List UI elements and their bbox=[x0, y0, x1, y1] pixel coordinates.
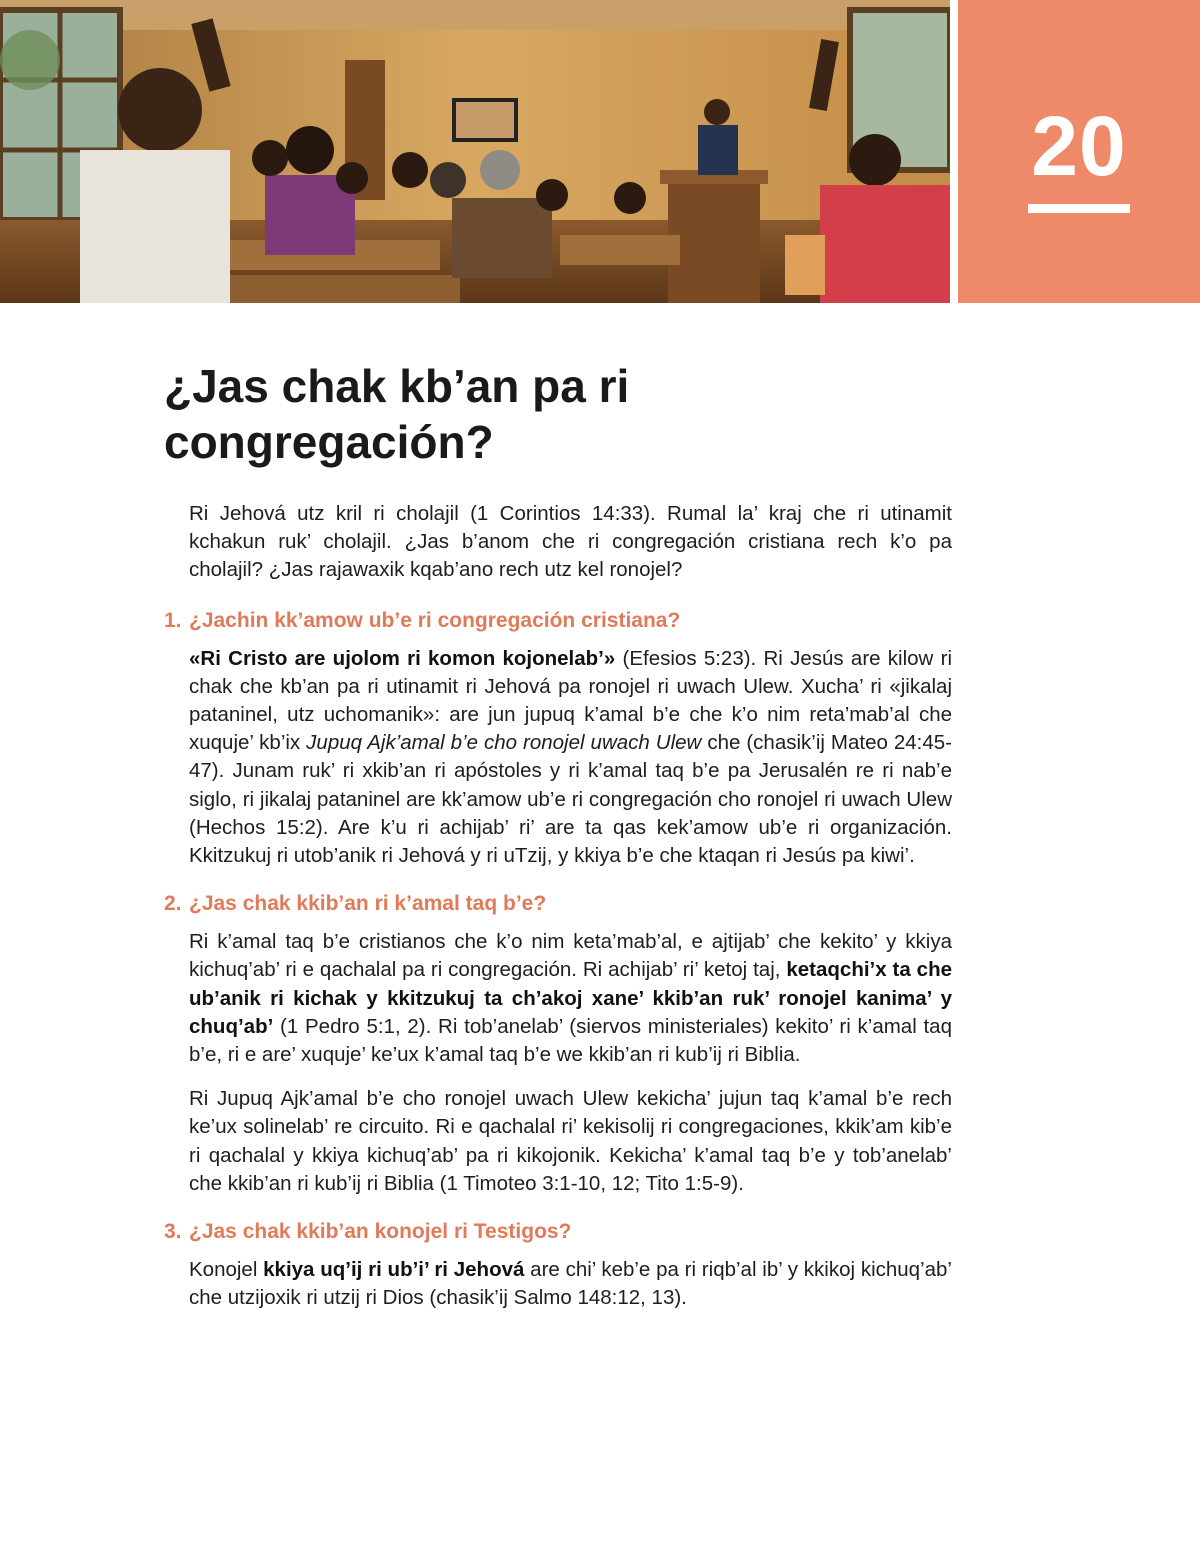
section-heading-2 bbox=[164, 890, 952, 918]
section-heading-3 bbox=[164, 1218, 952, 1246]
page-title: ¿Jas chak kb’an pa ri congregación? bbox=[164, 360, 630, 468]
section-2-paragraph-1 bbox=[189, 928, 952, 1069]
chapter-underline bbox=[1028, 204, 1130, 213]
chapter-number: 20 bbox=[1031, 99, 1127, 193]
italic-text: Jupuq Ajk’amal b’e cho ronojel uwach Ulew bbox=[306, 731, 702, 755]
paragraph-text: che (chasik’ij Mateo 24:45-47). Junam ruk’ ri xkib’an ri apóstoles y ri k’amal taq b’e pa Jerusalén re ri nab’e siglo, ri jikalaj pataninel are kk’amow ub’e ri congregación cho ronojel ri uwach Ulew (Hechos 15:2). Are k’u ri achijab’ ri’ are ta qas kek’amow ub’e ri organización. Kkitzukuj ri utob’anik ri Jehová y ri uTzij, y kkiya b’e che ktaqan ri Jesús pa kiwi’. bbox=[189, 731, 952, 868]
paragraph-text: Konojel bbox=[189, 1258, 264, 1282]
section-3-paragraph bbox=[189, 1256, 952, 1312]
section-number: 3. bbox=[164, 1220, 182, 1244]
hero-photo bbox=[0, 0, 950, 303]
intro-paragraph: Ri Jehová utz kril ri cholajil (1 Corintios 14:33). Rumal la’ kraj che ri utinamit kchakun ruk’ cholajil. ¿Jas b’anom che ri congregación cristiana rech k’o pa cholajil? ¿Jas rajawaxik kqab’ano rech utz kel ronojel? bbox=[189, 502, 952, 582]
section-heading-text: ¿Jas chak kkib’an ri k’amal taq b’e? bbox=[189, 892, 547, 916]
chapter-badge bbox=[958, 0, 1200, 303]
section-heading-1 bbox=[164, 607, 952, 635]
paragraph-text: (1 Pedro 5:1, 2). Ri tob’anelab’ (siervos ministeriales) kekito’ ri k’amal taq b’e, ri e are’ xuquje’ ke’ux k’amal taq b’e we kkib’an ri kub’ij ri Biblia. bbox=[189, 1014, 952, 1067]
section-2-paragraph-2: Ri Jupuq Ajk’amal b’e cho ronojel uwach Ulew kekicha’ jujun taq k’amal b’e rech ke’ux solinelab’ re circuito. Ri e qachalal ri’ kekisolij ri congregaciones, kkik’am kib’e ri qachalal y kkiya kichuq’ab’ pa ri kikojonik. Kekicha’ k’amal taq b’e y tob’anelab’ che kkib’an ri kub’ij ri Biblia (1 Timoteo 3:1-10, 12; Tito 1:5-9). bbox=[189, 1087, 952, 1195]
paragraph-text: (Efesios 5:23). Ri Jesús are kilow ri chak che kb’an pa ri utinamit ri Jehová pa ronojel ri uwach Ulew. Xucha’ ri «jikalaj pataninel, utz uchomanik»: are jun jupuq k’amal b’e che k’o nim reta’mab’al che xuquje’ kb’ix bbox=[189, 646, 952, 755]
section-1-paragraph bbox=[189, 645, 952, 871]
bold-text: «Ri Cristo are ujolom ri komon kojonelab’» bbox=[189, 646, 616, 670]
article-body bbox=[164, 500, 952, 1328]
paragraph-text: are chi’ keb’e pa ri riqb’al ib’ y kkikoj kichuq’ab’ che utzijoxik ri utzij ri Dios (chasik’ij Salmo 148:12, 13). bbox=[189, 1258, 952, 1310]
bold-text: ketaqchi’x ta che ub’anik ri kichak y kkitzukuj ta ch’akoj xane’ kkib’an ruk’ ronojel kanima’ y chuq’ab’ bbox=[189, 958, 952, 1038]
section-heading-text: ¿Jachin kk’amow ub’e ri congregación cristiana? bbox=[189, 608, 681, 632]
bold-text: kkiya uq’ij ri ub’i’ ri Jehová bbox=[263, 1258, 525, 1282]
section-heading-text: ¿Jas chak kkib’an konojel ri Testigos? bbox=[189, 1220, 572, 1244]
section-number: 2. bbox=[164, 892, 182, 916]
congregation-meeting-photo bbox=[0, 0, 950, 303]
paragraph-text: Ri k’amal taq b’e cristianos che k’o nim keta’mab’al, e ajtijab’ che kekito’ y kkiya kichuq’ab’ ri e qachalal pa ri congregación. Ri achijab’ ri’ ketoj taj, bbox=[189, 930, 952, 982]
section-number: 1. bbox=[164, 608, 182, 632]
